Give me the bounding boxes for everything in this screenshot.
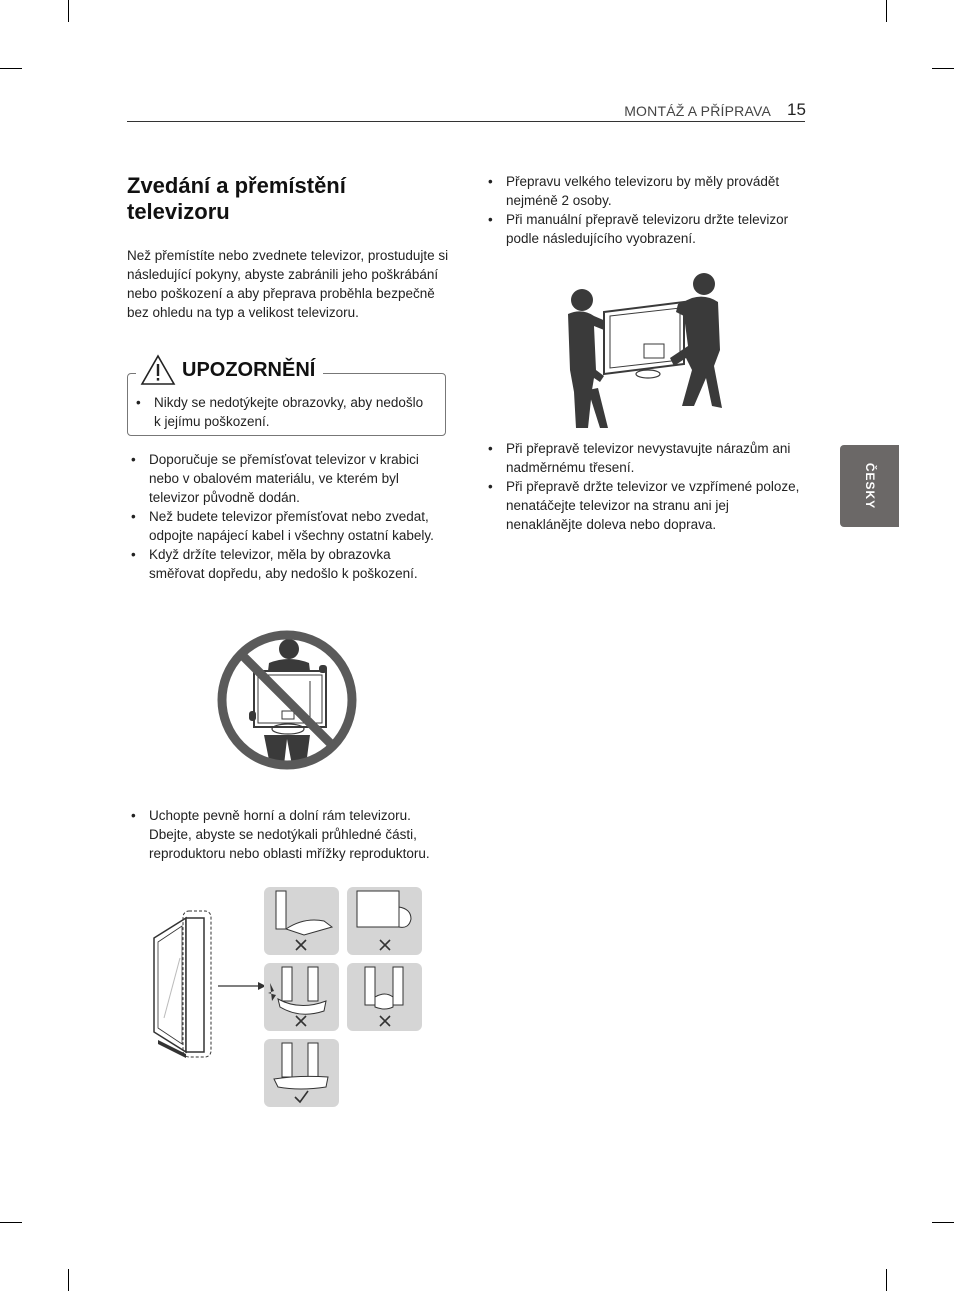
crop-mark [932,1222,954,1223]
crop-mark [886,0,887,22]
crop-mark [68,0,69,22]
crop-mark [68,1269,69,1291]
hand-grip-wrong-icon [347,963,422,1031]
list-item: • Při manuální přepravě televizoru držte televizor podle následujícího vyobrazení. [484,210,806,248]
header-rule [127,121,805,122]
language-tab [840,445,899,527]
grip-panel-wrong-2 [347,887,422,955]
caution-title: UPOZORNĚNÍ [182,358,316,381]
crop-mark [0,1222,22,1223]
list-item: • Uchopte pevně horní a dolní rám televizoru. Dbejte, abyste se nedotýkali průhledné části, reproduktoru nebo oblasti mřížky reproduktoru. [127,806,449,863]
list-item: • Než budete televizor přemísťovat nebo zvedat, odpojte napájecí kabel i všechny ostatní kabely. [127,507,449,545]
grip-panel-wrong-3 [264,963,339,1031]
warning-triangle-icon [140,354,176,386]
page-title: Zvedání a přemístění televizoru [127,173,346,224]
language-tab-label: ČESKY [862,462,877,510]
right-bullet-list-1 [484,172,806,248]
list-item: • Když držíte televizor, měla by obrazovka směřovat dopředu, aby nedošlo k poškození. [127,545,449,583]
left-bullet-list-1 [127,450,449,583]
hand-grip-wrong-icon [264,887,339,955]
hand-grip-wrong-icon [347,887,422,955]
caution-header [136,350,323,390]
grip-panel-correct [264,1039,339,1107]
list-item: • Přepravu velkého televizoru by měly provádět nejméně 2 osoby. [484,172,806,210]
hand-grip-correct-icon [264,1039,339,1107]
list-item: • Nikdy se nedotýkejte obrazovky, aby nedošlo k jejímu poškození. [132,393,432,431]
grip-panel-wrong-1 [264,887,339,955]
crop-mark [886,1269,887,1291]
two-person-carry-figure [564,270,724,430]
grip-panel-wrong-4 [347,963,422,1031]
no-carry-facing-back-figure [214,627,360,773]
crop-mark [0,68,22,69]
section-header: MONTÁŽ A PŘÍPRAVA [624,103,771,119]
right-bullet-list-2 [484,439,806,534]
tv-side-view-figure [150,908,270,1060]
intro-paragraph: Než přemístíte nebo zvednete televizor, prostudujte si následující pokyny, abyste zabránili jeho poškrábání nebo poškození a aby přeprava proběhla bezpečně bez ohledu na typ a velikost televizoru. [127,248,449,320]
left-bullet-list-2 [127,806,449,863]
caution-list [132,393,432,431]
hand-grip-wrong-icon [264,963,339,1031]
list-item: • Při přepravě televizor nevystavujte nárazům ani nadměrnému třesení. [484,439,806,477]
crop-mark [932,68,954,69]
list-item: • Doporučuje se přemísťovat televizor v krabici nebo v obalovém materiálu, ve kterém byl televizor původně dodán. [127,450,449,507]
page-number: 15 [787,100,806,119]
list-item: • Při přepravě držte televizor ve vzpřímené poloze, nenatáčejte televizor na stranu ani jej nenaklánějte doleva nebo doprava. [484,477,806,534]
